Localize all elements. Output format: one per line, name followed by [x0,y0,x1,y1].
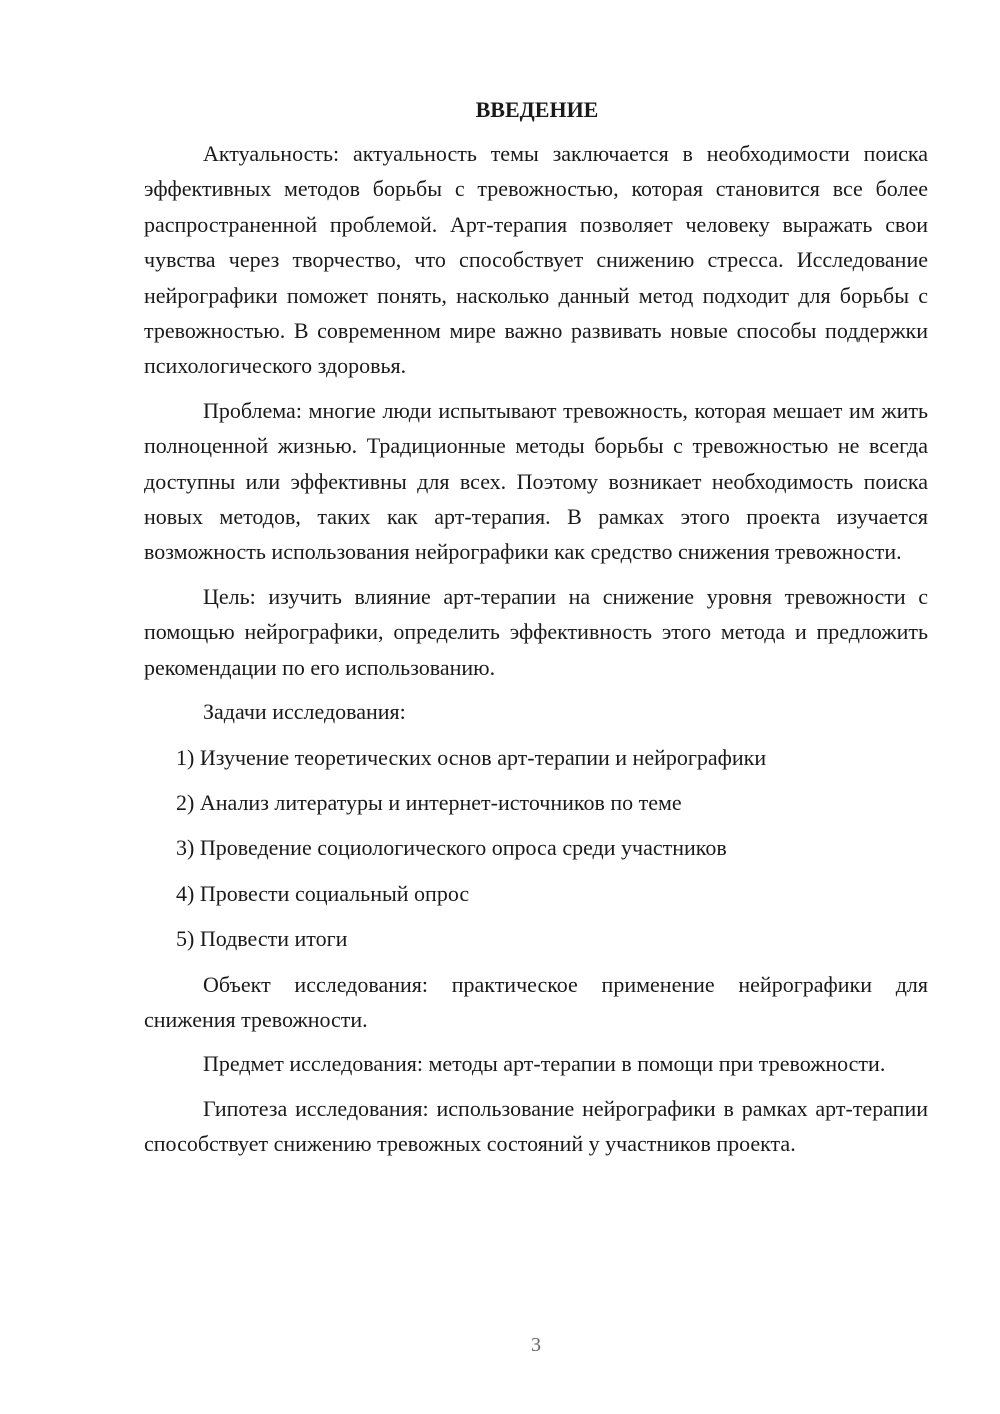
list-item: 3) Проведение социологического опроса среди участников [176,835,727,861]
list-item: 1) Изучение теоретических основ арт-терапии и нейрографики [176,744,767,770]
relevance-paragraph: Актуальность: актуальность темы заключается в необходимости поиска эффективных методов борьбы с тревожностью, которая становится все более распространенной проблемой. Арт-терапия позволяет человеку выражать свои чувства через творчество, что способствует снижению стресса. Исследование нейрографики поможет понять, насколько данный метод подходит для борьбы с тревожностью. В современном мире важно развивать новые способы поддержки психологического здоровья. [144,141,928,379]
tasks-heading: Задачи исследования: [203,699,406,725]
problem-paragraph: Проблема: многие люди испытывают тревожность, которая мешает им жить полноценной жизнью. Традиционные методы борьбы с тревожностью не всегда доступны или эффективны для всех. Поэтому возникает необходимость поиска новых методов, таких как арт-терапия. В рамках этого проекта изучается возможность использования нейрографики как средство снижения тревожности. [144,397,928,565]
list-item: 2) Анализ литературы и интернет-источников по теме [176,789,682,815]
page-number: 3 [531,1334,541,1356]
subject-paragraph: Предмет исследования: методы арт-терапии в помощи при тревожности. [203,1051,886,1077]
document-page [144,94,928,1171]
list-item: 5) Подвести итоги [176,926,348,952]
goal-paragraph: Цель: изучить влияние арт-терапии на снижение уровня тревожности с помощью нейрографики, определить эффективность этого метода и предложить рекомендации по его использованию. [144,583,928,680]
page-title: ВВЕДЕНИЕ [475,97,599,122]
list-item: 4) Провести социальный опрос [176,880,470,906]
tasks-list [144,740,928,957]
object-paragraph: Объект исследования: практическое применение нейрографики для снижения тревожности. [144,971,928,1032]
hypothesis-paragraph: Гипотеза исследования: использование нейрографики в рамках арт-терапии способствует снижению тревожных состояний у участников проекта. [144,1095,928,1157]
